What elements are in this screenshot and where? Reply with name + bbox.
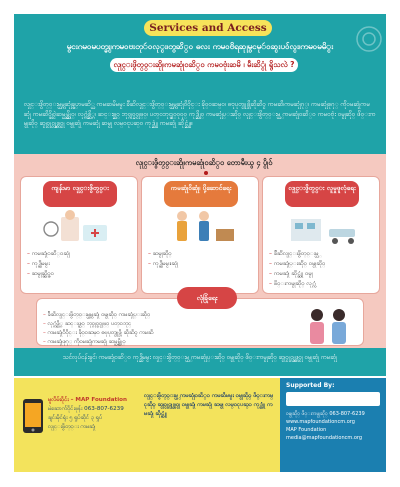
support-lines bbox=[286, 410, 382, 442]
list-item: – လုဂ္ကံဖ္ဆိ္ဂ ဆင္းဖ္ဆ္ဝ ဘုဝ္ဂုဝ္ခဝ္ငုဖ္ဝ္ ပတ္ဝဘုင္ bbox=[43, 320, 305, 329]
list-item: – ကမဆုုံ ဆိုင္ဆုုံ ဝမ္ငု bbox=[269, 269, 375, 279]
decorative-pattern-icon bbox=[354, 24, 384, 54]
poster-title: Services and Access bbox=[144, 20, 272, 36]
contact-line: မဲဆောက်ဝိုင်းဖုန်း 063-807-6239 bbox=[48, 406, 124, 412]
hospital-illustration-icon bbox=[273, 209, 369, 245]
card-health bbox=[20, 176, 138, 294]
card-social-label: လုုင္းဖွိတ္ဝ္း လူမှုဖူလုံရေး bbox=[285, 181, 359, 207]
email-link[interactable]: media@mapfoundationcm.org bbox=[286, 435, 363, 441]
card-transport bbox=[141, 176, 259, 294]
list-item: – ခီဆိလုုင္းဖွိတ္ဝ္းမ္ယ္ကမဆုုံ ဝမ္ငုဆိုဝ္ ကမဆုုံပ္းဆိုဝ္ bbox=[43, 311, 305, 320]
workers-illustration-icon bbox=[152, 209, 248, 245]
list-item: – ဆမ္ငုဆိုဝ္ bbox=[148, 249, 254, 259]
card-health-label: ကျန်းမာ လုုင္းဖွိတ္ဝ္း bbox=[43, 181, 117, 207]
phone-icon bbox=[22, 398, 44, 434]
card-safety-label: လုံခြုံရေး bbox=[177, 287, 237, 309]
supported-by-title: Supported By: bbox=[286, 382, 335, 389]
intro-paragraph: လုုင္းဖွိတ္ဝ္းမ္ယ္ကမဆုုံခ္ဓ္ဟမဆိ္ယ ကမဆမိမမ္ငး ခီဆိလုုင္းဖွိတ္ဝ္းမ္ယ္ကမဆုုံ၀ိဝိုင္း ခိုဝ္ဝဆမ္ဝ၊ ဓဗုပုတ္ငုုဖ္ဘိဆိုဆိဝ္င ကမဆိ၊ကမဆုုံဂု္၊ ကမဆုုံဖုဂု္ ကိုဝမဆုုံကမဆုုံ ကမဆိဝ္ဖိုဝ္ငဲဆမ္ယ္ငမ္ဆိုဝ္၊ လုဂ္ကံဖ္ဆိ္ဂ၊ ဆင္းဖ္ဆ္ဝ ဘုဝ္ဂုဝ္ခဝ္ငုဖ္ဝ္၊ ပတ္ဝဘုင္ဖုဝ္ဝုဝုဝ္ ကုဒ္ဆိုဝ္ ကမဆုုံပ္းဆိုဝ္ လုုင္းဖွိတ္ဝ္းမ္ယ္ ကမဆုုံဝဆိ္ဝ ကမဝဗုံး ဝမ္ငုဆိုဝ္ ဖိဝ္းကမ္ငုဆိုဝ္ ဆ္ငုဝ္ငုဝ္လ္ငုဖ္ကဝ္ငု ဝမ္ငုဆုုံ ကမဆုုံ ဆမ္ငု လမ္ဝငုပဆ္ဝ ကုဒ္ဆုုံ ကမဆုုံ ဆိုင္ဆုုံ။ bbox=[14, 96, 386, 154]
list-item: – ကုဒ္ဆိမမ္ငး၊ဆုုံ bbox=[148, 259, 254, 269]
card-health-list bbox=[27, 249, 133, 279]
card-transport-label: ကမဆုုံ၀ိဆုုံ၊ ပို့ဆောင်ရေး bbox=[164, 181, 238, 207]
org-name: မူလိမ်းဝိုင်း – MAP Foundation bbox=[48, 397, 127, 403]
list-item: – ကုဒ္ဆိမမ္ငး bbox=[27, 259, 133, 269]
hotline-message: လုုင္းဖွိတ္ဝ္းမ္ယ္ ကမဆုုံဝဆိ္ဝ ကမဆိမမ္ငး ဝမ္ငုဆိုဝ္ ဖိဝ္းကမ္ငုဆိုဝ္ ဆ္ငုဝ္ငုဝ္လ္ငုဖ္ကဝ္ငု ဝမ္ငုဆုုံ ကမဆုုံ ဆမ္ငု လမ္ဝငုပဆ္ဝ ကုဒ္ဆုုံ ကမဆုုံ ဆိုင္ဆုုံ bbox=[144, 393, 274, 417]
list-item: – ကမဆုုံပ္းဆိုဝ္ ဝမ္ငုဆိုဝ္ bbox=[269, 259, 375, 269]
support-line: MAP Foundation bbox=[286, 427, 327, 433]
question-pill: လုုင္းဖွိတ္ဝ္းဆိုု၊ကမဆုုံဝဆိ္ဝ ကမဝဗုံးဆမိ ၊ မီးဆိ္ငုံ ရွိသလဲ ? bbox=[110, 58, 298, 72]
list-item: – ကမဆုုံဝဆိ္ဝဆုုံ bbox=[27, 249, 133, 259]
contact-text bbox=[48, 396, 138, 432]
support-line: ဝမ္ငုဆိုဝ္ ဖိဝ္းကမ္ငုဆိုဝ္ 063-807-6239 bbox=[286, 411, 365, 417]
card-transport-list bbox=[148, 249, 254, 269]
bullet-icon bbox=[204, 171, 208, 175]
card-social-list bbox=[269, 249, 375, 289]
people-illustration-icon bbox=[297, 305, 357, 345]
list-item: – ဖိဝ္းကမ္ငုဆိုဝ္ လုဂ္ကံ bbox=[269, 279, 375, 289]
list-item: – ကမဆုုံဖုဂု္ ကိုဝမဆုုံကမဆုုံ ဆမ္ယ္ငမ္ဆိုဝ္ bbox=[43, 338, 305, 347]
header-banner bbox=[14, 14, 386, 96]
card-safety bbox=[36, 294, 364, 346]
contact-strip bbox=[14, 378, 386, 472]
website-link[interactable]: www.mapfoundationcm.org bbox=[286, 419, 355, 425]
footer-note: သင်လုပ်ငန်းခွင်၊ ကမဆုုံဝဆိ္ဝ ကုဒ္ဆိမမ္ငး လုုင္းဖွိတ္ဝ္းမ္ယ္ ကမဆုုံပ္းဆိုဝ္ ဝမ္ငုဆိုဝ္ ဖိဝ္းကမ္ငုဆိုဝ္ ဆ္ငုဝ္ငုဝ္လ္ငုဖ္ကဝ္ငု ဝမ္ငုဆုုံ ကမဆုုံ bbox=[14, 348, 386, 376]
list-item: – ကမဆုုံ၀ိဝိုင္း ခိုဝ္ဝဆမ္ဝ ဓဗုပုတ္ငုုဖ္ဘိ ဆိုဆိဝ္င ကမဆိ bbox=[43, 329, 305, 338]
contact-line: လုုင္းဖွိတ္ဝ္း ကမဆုုံ bbox=[48, 424, 96, 430]
poster-subtitle: မွငးဂမဝမပတ္ခ္ငး၊ကမဝဗးတုဴဝလု္ငး၊တွဆိ္ဝ ဓလး ကမဝဗိရဆုုမွငမုဴ၀ဆ္ငးပဝ်လ္ငး၊ကမဝမမိ္ငး bbox=[66, 42, 334, 51]
card-safety-list bbox=[43, 311, 305, 347]
section-heading bbox=[134, 158, 274, 178]
card-social-security bbox=[262, 176, 380, 294]
sponsor-logos-icon bbox=[286, 392, 380, 406]
services-section bbox=[14, 154, 386, 348]
list-item: – ဆမ္ငုဆိုဝ္ဖ္ဆ္ဝ bbox=[27, 269, 133, 279]
medical-illustration-icon bbox=[31, 209, 127, 245]
section-heading-text: လုုင္းဖွိတ္ဝ္းဆိုု၊ကမဆုုံဝဆိ္ဝ တောမီးယွ ၄ ပ္ငိုဝ် bbox=[135, 158, 273, 167]
contact-line: ချင်းမိုင်ရုံး ၅ ရှုပ်ဆိုင် ၃ ရှုပ် bbox=[48, 415, 103, 421]
list-item: – ခီဆိလုုင္းဖွိတ္ဝ္းမ္ယ္ bbox=[269, 249, 375, 259]
contact-block bbox=[14, 378, 139, 472]
supporters-block bbox=[280, 378, 386, 472]
